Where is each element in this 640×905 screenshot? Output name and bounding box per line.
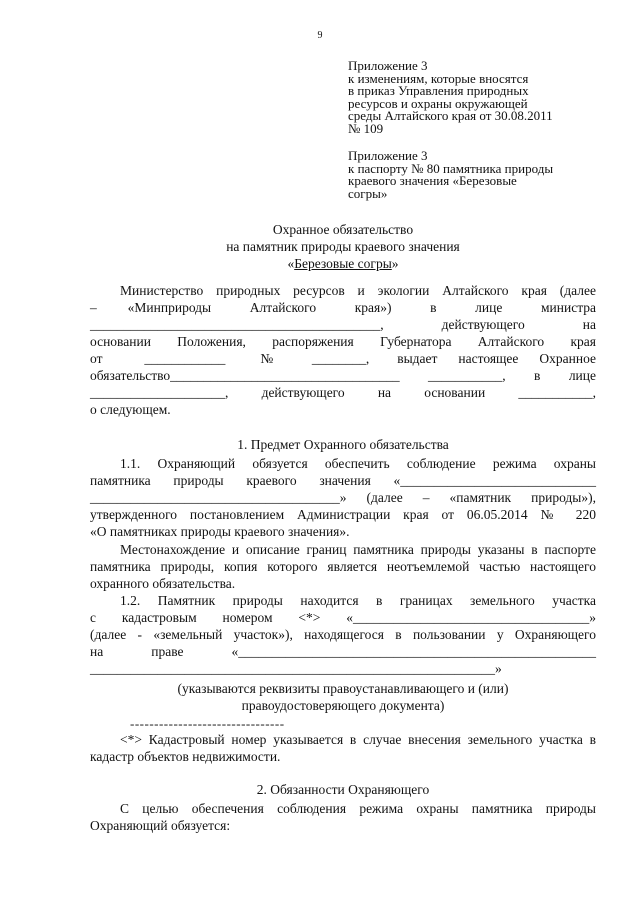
page-number: 9 (317, 30, 323, 41)
text-line: – «Минприроды Алтайского края») в лице министра (90, 300, 596, 315)
title-line: Охранное обязательство (272, 222, 414, 237)
text-line: Министерство природных ресурсов и экологии Алтайского края (далее (120, 283, 596, 298)
appendix-line: краевого значения «Березовые (348, 173, 517, 188)
appendix-line: к паспорту № 80 памятника природы (348, 160, 554, 176)
text-line: 1.1. Охраняющий обязуется обеспечить соблюдение режима охраны (120, 456, 596, 471)
text-line: на праве «_____________________________________________________ (90, 644, 596, 659)
note-line: правоудостоверяющего документа) (241, 698, 445, 713)
section-1-heading: 1. Предмет Охранного обязательства (237, 437, 449, 452)
section-1-paragraph-1 (90, 455, 596, 540)
section-1-paragraph-3 (90, 592, 596, 677)
text-line: от ____________ № ________, выдает настоящее Охранное (90, 351, 596, 366)
intro-paragraph (90, 282, 596, 418)
text-line: _____________________________________» (далее – «памятник природы»), (90, 490, 596, 505)
text-line: обязательство__________________________________ ___________, в лице (90, 368, 596, 383)
text-line: (далее - «земельный участок»), находящегося в пользовании у Охраняющего (90, 627, 596, 642)
appendix-line: Приложение 3 (348, 58, 428, 73)
text-line: с кадастровым номером <*> «___________________________________» (90, 610, 596, 625)
appendix-line: № 109 (348, 120, 384, 136)
text-line: ___________________________________________, действующего на (90, 317, 596, 332)
document-title (90, 221, 596, 272)
text-line: памятника природы краевого значения «_____________________________ (90, 473, 596, 488)
monument-name: Березовые согры (294, 256, 392, 271)
appendix-header-1 (348, 60, 598, 135)
text-line: о следующем. (90, 402, 171, 417)
text-line: ____________________, действующего на основании ___________, (90, 385, 596, 400)
appendix-line: в приказ Управления природных (348, 83, 529, 98)
quote-close: » (391, 256, 399, 271)
appendix-header-2 (348, 150, 598, 200)
text-line: основании Положения, распоряжения Губернатора Алтайского края (90, 334, 596, 349)
section-2-paragraph-1: С целью обеспечения соблюдения режима охраны памятника природы Охраняющий обязуется: (90, 801, 596, 833)
text-line: утвержденного постановлением Администрации края от 06.05.2014 № 220 (90, 507, 596, 522)
text-line: «О памятниках природы краевого значения». (90, 524, 350, 539)
appendix-line: ресурсов и охраны окружающей (348, 95, 528, 111)
footnote: <*> Кадастровый номер указывается в случае внесения земельного участка в кадастр объектов недвижимости. (90, 732, 596, 764)
section-2-heading: 2. Обязанности Охраняющего (256, 782, 430, 797)
text-line: 1.2. Памятник природы находится в границах земельного участка (120, 593, 596, 608)
footnote-separator: -------------------------------- (130, 716, 285, 731)
appendix-line: среды Алтайского края от 30.08.2011 (348, 108, 553, 123)
document-requisites-note (90, 680, 596, 714)
note-line: (указываются реквизиты правоустанавливающего и (или) (177, 681, 509, 696)
quote-open: « (287, 256, 295, 271)
title-line: на памятник природы краевого значения (226, 239, 460, 254)
title-line (90, 255, 596, 272)
appendix-line: согры» (348, 185, 388, 201)
text-line: ____________________________________________________________» (90, 661, 502, 676)
appendix-line: к изменениям, которые вносятся (348, 70, 529, 86)
appendix-line: Приложение 3 (348, 148, 428, 163)
section-1-paragraph-2: Местонахождение и описание границ памятника природы указаны в паспорте памятника природы, копия которого является неотъемлемой частью настоящего охранного обязательства. (90, 542, 596, 591)
